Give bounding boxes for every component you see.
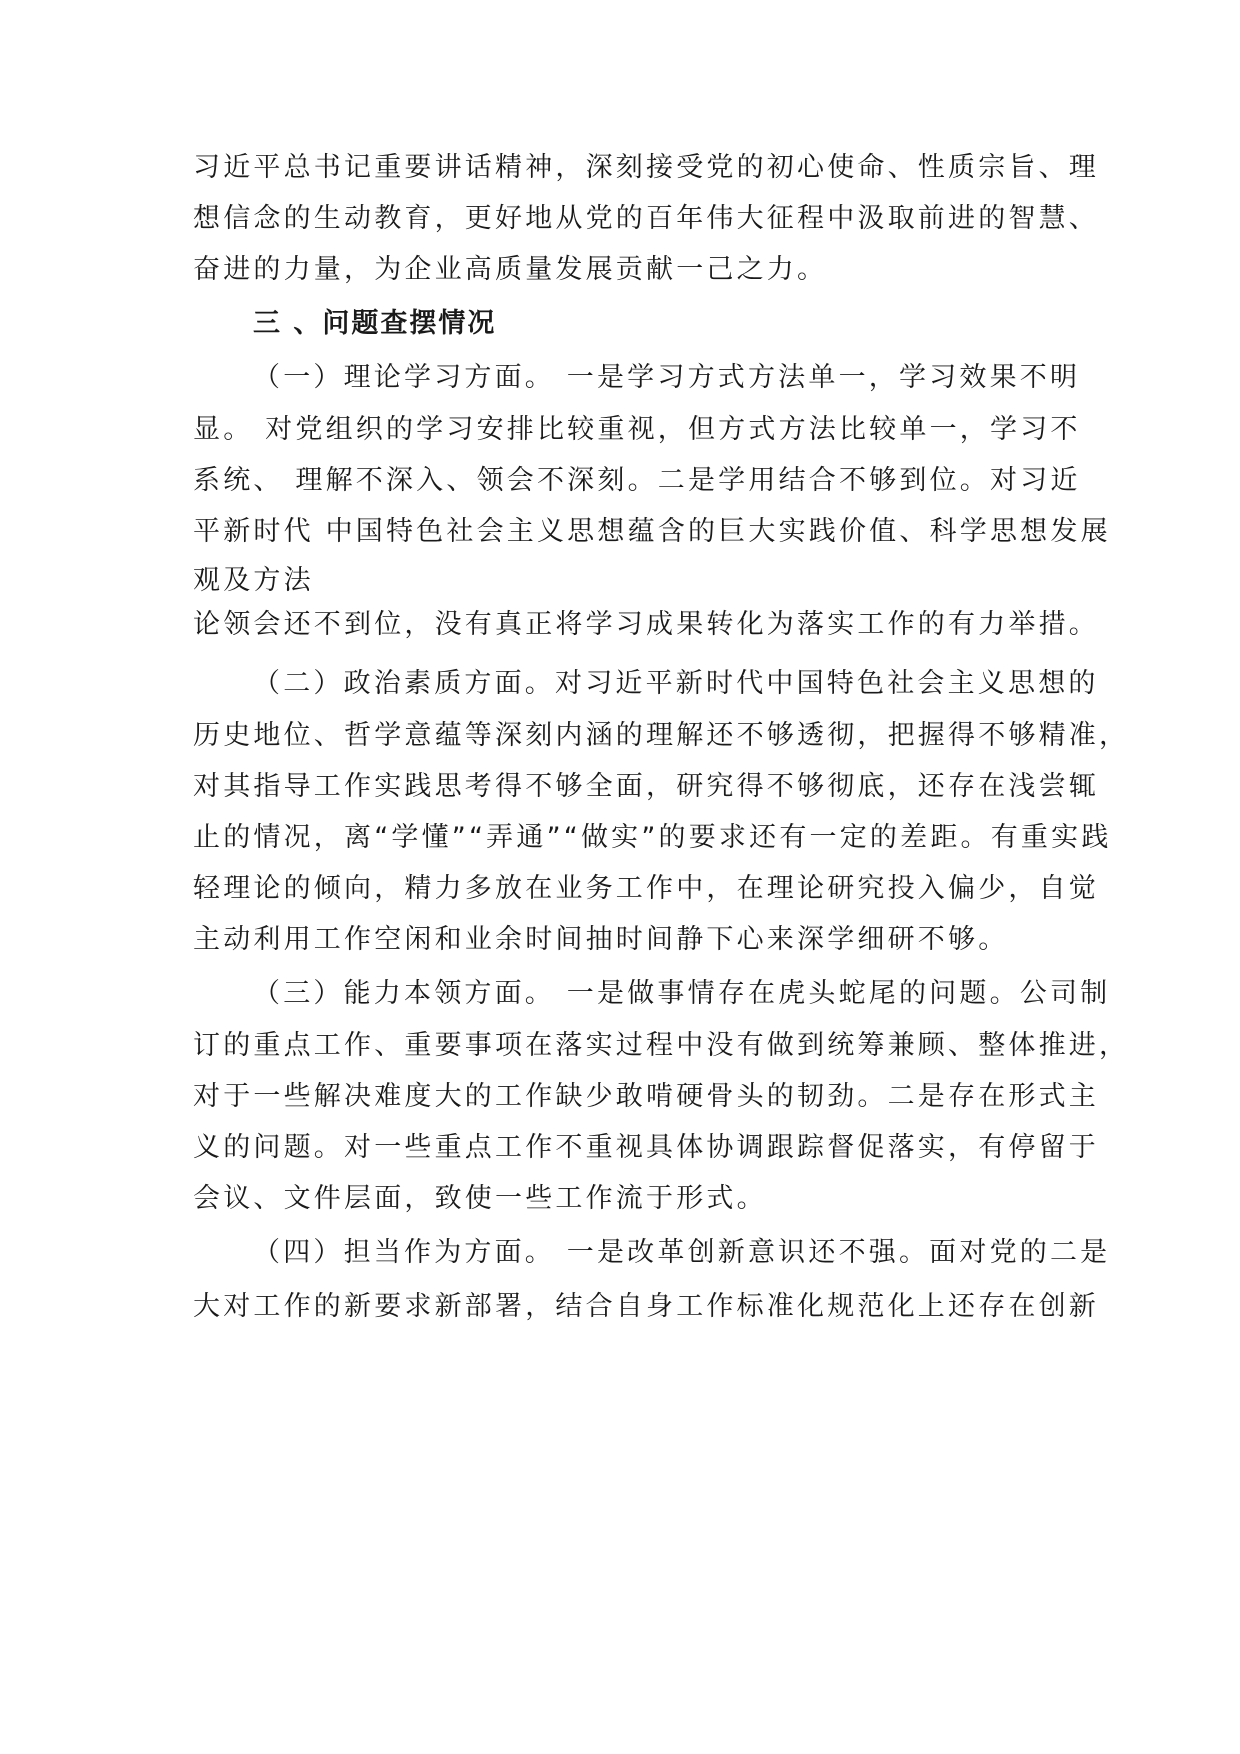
paragraph-line: 观及方法 [193,565,314,596]
section-heading: 三 、问题查摆情况 [253,308,497,339]
paragraph-line: 论领会还不到位，没有真正将学习成果转化为落实工作的有力举措。 [193,609,1099,640]
paragraph-line: 会议、文件层面，致使一些工作流于形式。 [193,1183,767,1214]
paragraph-line: 对于一些解决难度大的工作缺少敢啃硬骨头的韧劲。二是存在形式主 [193,1081,1099,1112]
paragraph-line: 义的问题。对一些重点工作不重视具体协调跟踪督促落实，有停留于 [193,1132,1099,1163]
paragraph-line: 平新时代 中国特色社会主义思想蕴含的巨大实践价值、科学思想发展 [193,516,1111,547]
paragraph-line: 对其指导工作实践思考得不够全面，研究得不够彻底，还存在浅尝辄 [193,771,1099,802]
paragraph-line: 大对工作的新要求新部署，结合自身工作标准化规范化上还存在创新 [193,1291,1099,1322]
paragraph-line: （二）政治素质方面。对习近平新时代中国特色社会主义思想的 [253,668,1099,699]
paragraph-line: 历史地位、哲学意蕴等深刻内涵的理解还不够透彻，把握得不够精准， [193,720,1130,751]
paragraph-line: 想信念的生动教育，更好地从党的百年伟大征程中汲取前进的智慧、 [193,203,1099,234]
paragraph-line: （三）能力本领方面。 一是做事情存在虎头蛇尾的问题。公司制 [253,978,1111,1009]
paragraph-line: 轻理论的倾向，精力多放在业务工作中，在理论研究投入偏少，自觉 [193,873,1099,904]
paragraph-line: 止的情况，离“学懂”“弄通”“做实”的要求还有一定的差距。有重实践 [193,822,1112,853]
paragraph-line: 订的重点工作、重要事项在落实过程中没有做到统筹兼顾、整体推进， [193,1030,1130,1061]
paragraph-line: 主动利用工作空闲和业余时间抽时间静下心来深学细研不够。 [193,924,1009,955]
paragraph-line: （一）理论学习方面。 一是学习方式方法单一，学习效果不明 [253,362,1081,393]
paragraph-line: （四）担当作为方面。 一是改革创新意识还不强。面对党的二是 [253,1237,1111,1268]
paragraph-line: 显。 对党组织的学习安排比较重视，但方式方法比较单一，学习不 [193,414,1081,445]
paragraph-line: 系统、 理解不深入、领会不深刻。二是学用结合不够到位。对习近 [193,465,1081,496]
paragraph-line: 习近平总书记重要讲话精神，深刻接受党的初心使命、性质宗旨、理 [193,152,1099,183]
paragraph-line: 奋进的力量，为企业高质量发展贡献一己之力。 [193,254,828,285]
